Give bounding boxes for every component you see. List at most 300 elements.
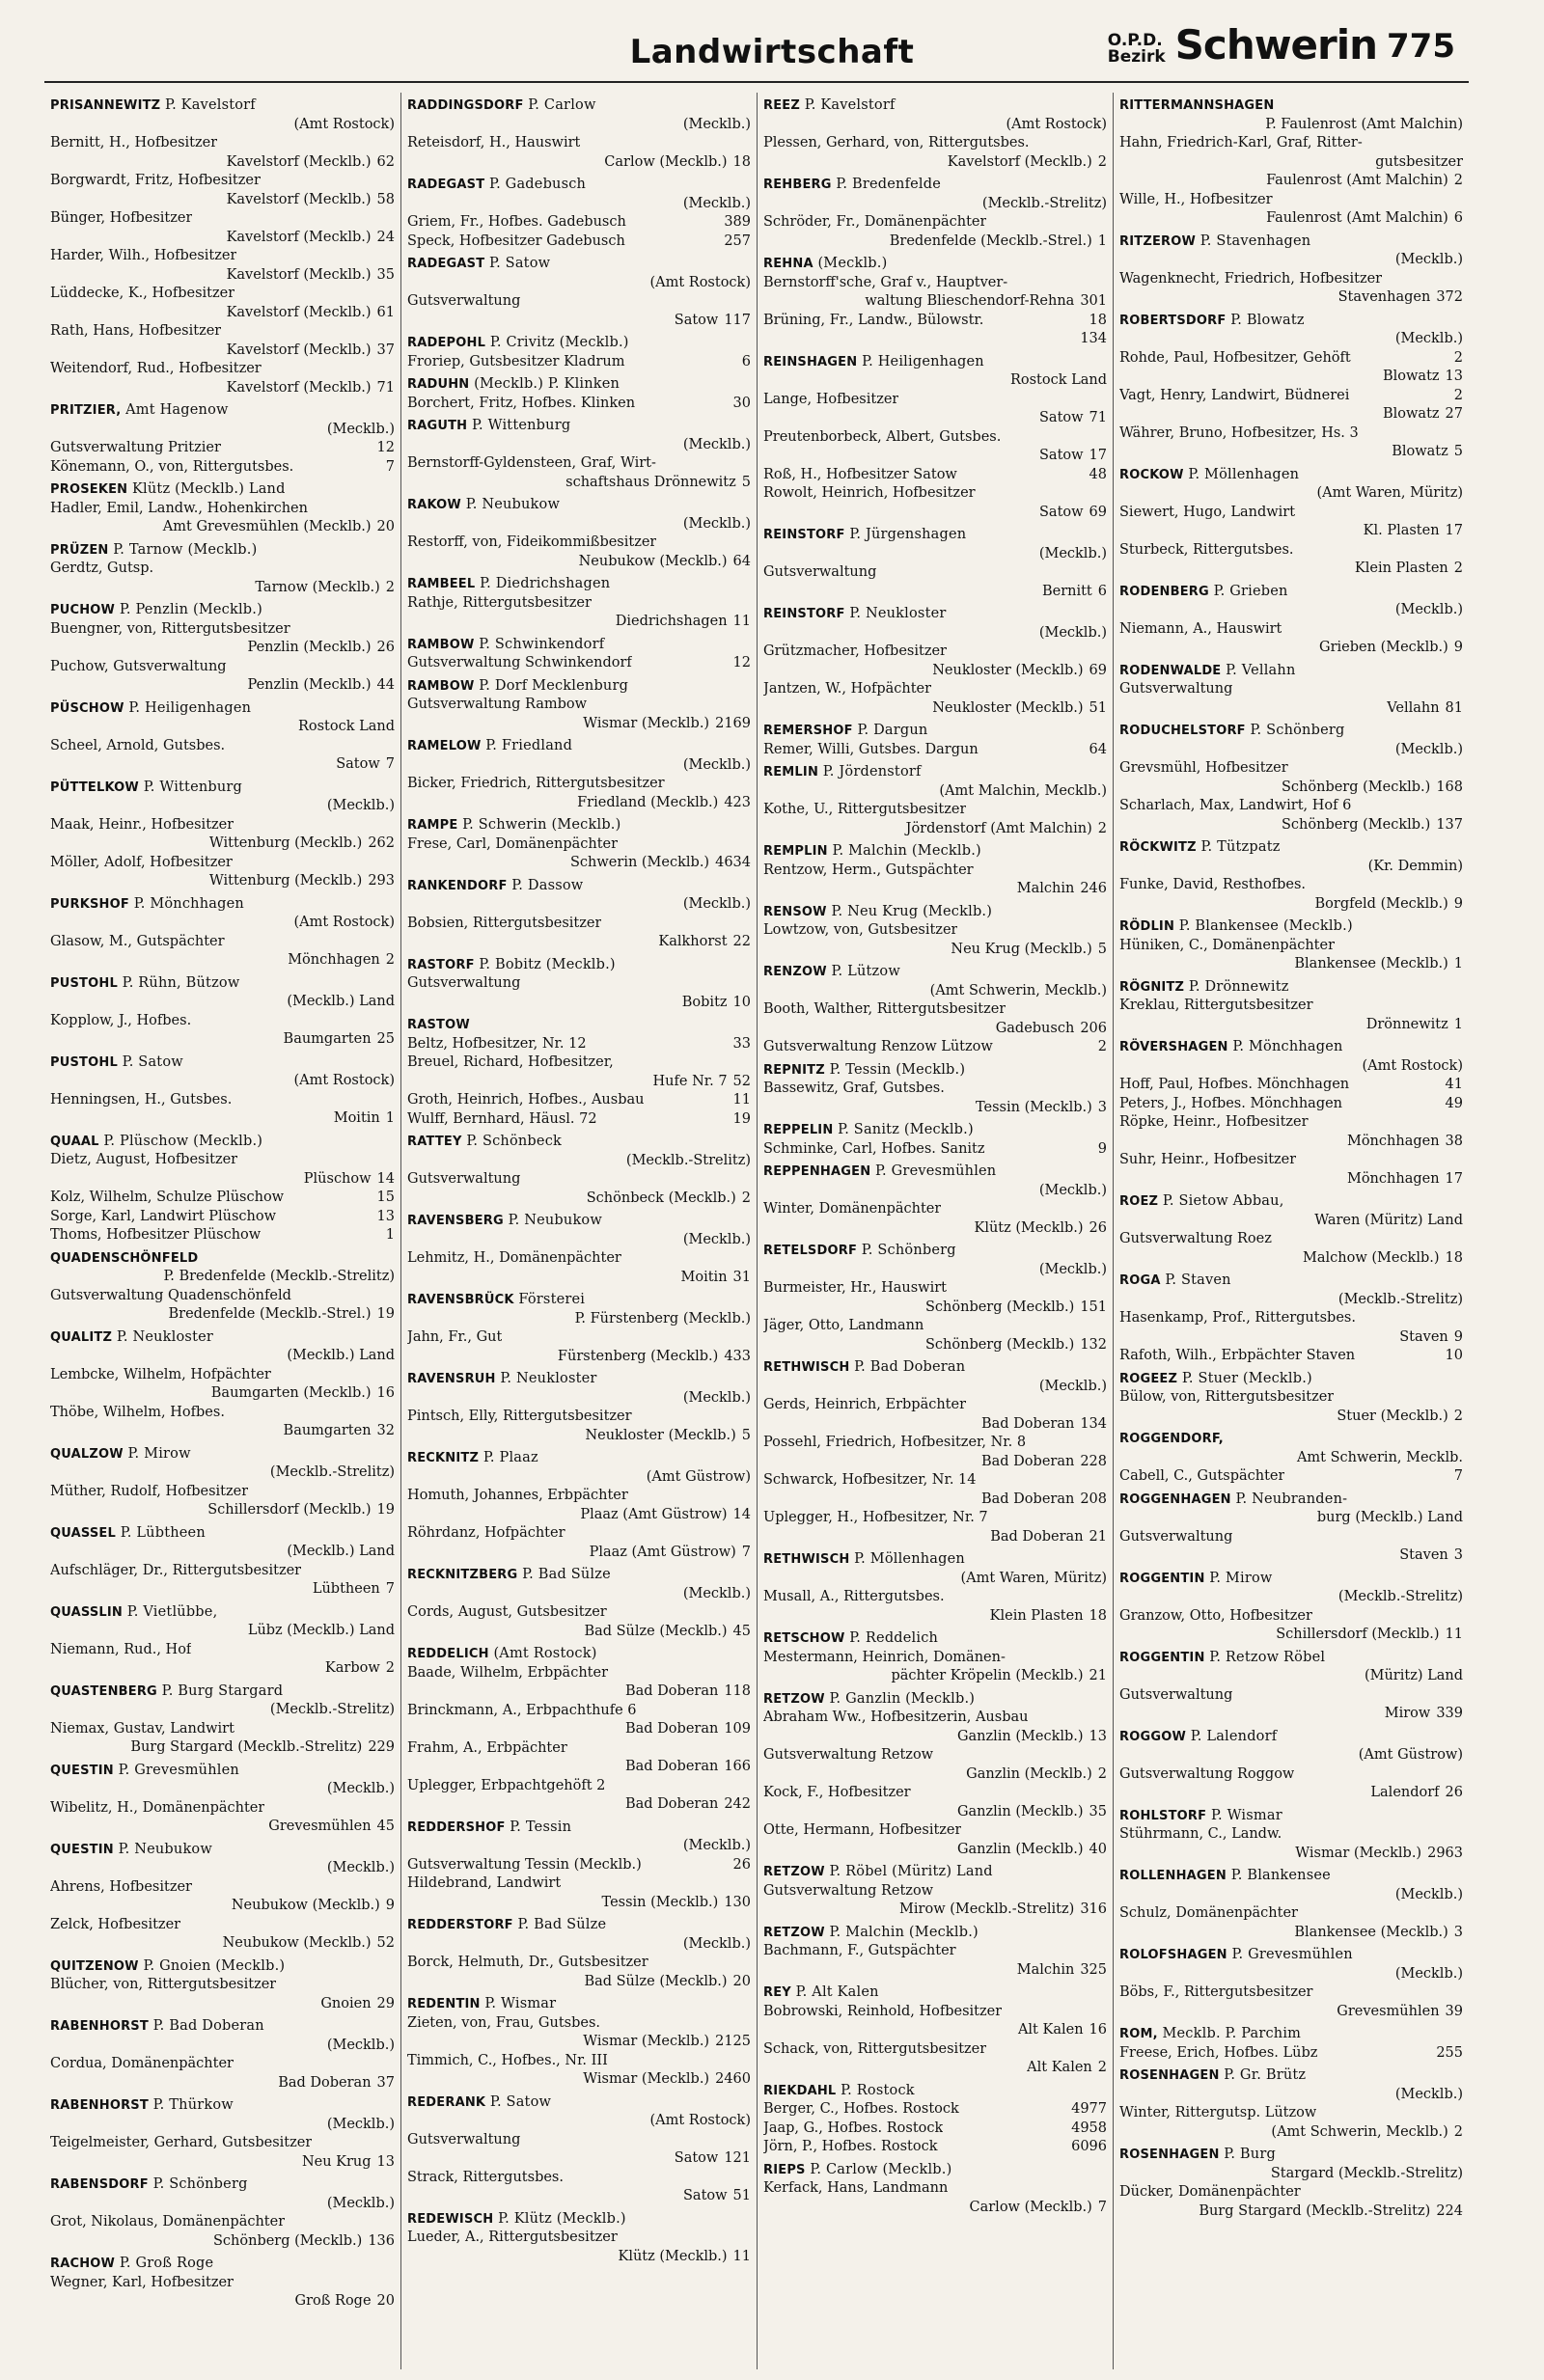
place-postal: P. Plüschow (Mecklb.) bbox=[103, 1133, 263, 1149]
place-district: (Kr. Demmin) bbox=[1367, 858, 1463, 874]
listing-number: 2 bbox=[1453, 561, 1463, 576]
listing-location: Ganzlin (Mecklb.) bbox=[956, 1728, 1084, 1744]
place-entry bbox=[50, 541, 395, 598]
place-heading bbox=[1119, 2146, 1463, 2165]
listing-row bbox=[763, 1279, 1107, 1317]
listing-location: Karbow bbox=[324, 1660, 380, 1676]
listing-name: Speck, Hofbesitzer Gadebusch bbox=[407, 233, 625, 249]
listing-number: 18 bbox=[732, 153, 751, 170]
place-postal: P. Lalendorf bbox=[1190, 1728, 1278, 1744]
listing-name: Musall, A., Rittergutsbes. bbox=[763, 1589, 945, 1604]
place-postal: P. Tarnow (Mecklb.) bbox=[113, 541, 258, 558]
place-postal: P. Diedrichshagen bbox=[480, 576, 611, 591]
place-entry bbox=[763, 1550, 1107, 1626]
place-entry bbox=[407, 2210, 751, 2267]
listing-number: 21 bbox=[1089, 1528, 1107, 1545]
place-entry bbox=[1119, 1946, 1463, 2021]
listing-row bbox=[1119, 1904, 1463, 1942]
place-heading bbox=[763, 176, 1107, 195]
place-postal: P. Bad Doberan bbox=[854, 1359, 966, 1375]
place-entry bbox=[763, 1983, 1107, 2078]
place-heading bbox=[1119, 466, 1463, 485]
listing-row bbox=[1119, 1765, 1463, 1803]
listing-row bbox=[50, 1151, 395, 1189]
place-postal: P. Mönchhagen bbox=[1232, 1039, 1343, 1054]
listing-number: 2 bbox=[1453, 2123, 1463, 2140]
place-entry bbox=[1119, 722, 1463, 834]
listing-row bbox=[763, 1746, 1107, 1784]
listing-row bbox=[1119, 2183, 1463, 2221]
listing-row bbox=[407, 1249, 751, 1287]
place-entry bbox=[1119, 2025, 1463, 2063]
place-name: REINSTORF bbox=[763, 528, 845, 542]
place-name: RETSCHOW bbox=[763, 1631, 845, 1646]
listing-row bbox=[1119, 1151, 1463, 1189]
place-entry bbox=[1119, 978, 1463, 1035]
listing-location: (Amt Schwerin, Mecklb.) bbox=[1271, 2123, 1448, 2140]
place-entry bbox=[763, 1924, 1107, 1981]
place-postal: P. Schönberg bbox=[861, 1243, 956, 1258]
listing-number: 26 bbox=[732, 1856, 751, 1873]
place-name: RADEPOHL bbox=[407, 336, 486, 350]
place-entry bbox=[50, 895, 395, 971]
listing-name: Froriep, Gutsbesitzer Kladrum bbox=[407, 353, 625, 369]
listing-name: Winter, Domänenpächter bbox=[763, 1201, 942, 1217]
listing-name: Ahrens, Hofbesitzer bbox=[50, 1878, 192, 1895]
place-district: Rostock Land bbox=[1009, 372, 1107, 388]
place-district: (Mecklb.) bbox=[1394, 252, 1463, 267]
place-district: (Amt Schwerin, Mecklb.) bbox=[929, 982, 1107, 999]
listing-location: Klütz (Mecklb.) bbox=[618, 2248, 728, 2264]
place-name: RATTEY bbox=[407, 1135, 462, 1149]
listing-location: Satow bbox=[674, 2150, 719, 2166]
listing-number: 16 bbox=[1089, 2022, 1107, 2038]
listing-row bbox=[50, 658, 395, 696]
listing-name: Thoms, Hofbesitzer Plüschow bbox=[50, 1227, 262, 1243]
directory-columns bbox=[44, 93, 1469, 2369]
place-district: P. Faulenrost (Amt Malchin) bbox=[1265, 116, 1463, 132]
listing-row bbox=[407, 1170, 751, 1208]
place-district: (Mecklb.) bbox=[682, 756, 751, 773]
district-name: Schwerin bbox=[1174, 21, 1378, 68]
listing-row bbox=[763, 312, 1107, 331]
listing-number: 19 bbox=[376, 1502, 395, 1518]
column-2 bbox=[400, 93, 757, 2369]
listing-name: Gutsverwaltung bbox=[1119, 681, 1233, 697]
place-entry bbox=[50, 974, 395, 1050]
listing-row bbox=[1119, 424, 1463, 462]
place-entry bbox=[50, 1053, 395, 1129]
place-entry bbox=[1119, 1272, 1463, 1366]
listing-row bbox=[1119, 134, 1463, 172]
listing-name: Gutsverwaltung Rambow bbox=[407, 697, 588, 712]
listing-location: Bad Doberan bbox=[980, 1491, 1075, 1507]
place-name: RECKNITZ bbox=[407, 1451, 480, 1465]
place-name: REMPLIN bbox=[763, 844, 828, 859]
listing-location: Alt Kalen bbox=[1017, 2022, 1084, 2038]
listing-row bbox=[1119, 797, 1463, 834]
place-district: (Mecklb.) bbox=[326, 2037, 395, 2053]
place-heading bbox=[763, 1983, 1107, 2003]
place-district: (Mecklb.) bbox=[1038, 624, 1107, 641]
place-district: (Amt Rostock) bbox=[649, 274, 751, 290]
listing-row bbox=[50, 1208, 395, 1227]
listing-name: Lehmitz, H., Domänenpächter bbox=[407, 1250, 621, 1266]
listing-location: Penzlin (Mecklb.) bbox=[247, 677, 372, 693]
listing-row bbox=[763, 643, 1107, 680]
listing-row bbox=[50, 1720, 395, 1758]
listing-name: Kock, F., Hofbesitzer bbox=[763, 1785, 911, 1800]
place-postal: P. Wismar bbox=[484, 1996, 557, 2011]
place-entry bbox=[407, 96, 751, 172]
place-entry bbox=[407, 1819, 751, 1913]
listing-number: 206 bbox=[1080, 1020, 1107, 1036]
listing-location: Blowatz bbox=[1383, 369, 1440, 384]
listing-name: Booth, Walther, Rittergutsbesitzer bbox=[763, 1001, 1006, 1017]
listing-location: Diedrichshagen bbox=[615, 614, 728, 629]
place-postal: P. Stuer (Mecklb.) bbox=[1181, 1370, 1312, 1386]
place-name: RAGUTH bbox=[407, 419, 468, 433]
place-postal: P. Schwinkendorf bbox=[479, 636, 605, 652]
listing-number: 69 bbox=[1089, 504, 1107, 520]
listing-number: 293 bbox=[368, 873, 395, 889]
place-postal: P. Kavelstorf bbox=[165, 97, 256, 113]
place-district: Amt Schwerin, Mecklb. bbox=[1296, 1449, 1463, 1465]
listing-location: Neubukow (Mecklb.) bbox=[578, 553, 728, 569]
listing-location: Carlow (Mecklb.) bbox=[604, 153, 728, 170]
place-district: (Mecklb.) bbox=[326, 1781, 395, 1796]
listing-location: Kl. Plasten bbox=[1363, 523, 1440, 538]
listing-name: Groth, Heinrich, Hofbes., Ausbau bbox=[407, 1092, 645, 1108]
listing-location: Stavenhagen bbox=[1337, 289, 1431, 305]
place-entry bbox=[1119, 838, 1463, 914]
listing-row bbox=[50, 285, 395, 322]
place-heading bbox=[50, 699, 395, 719]
listing-location: Schillersdorf (Mecklb.) bbox=[1276, 1627, 1440, 1642]
place-heading bbox=[763, 605, 1107, 624]
place-postal: P. Neukloster bbox=[849, 606, 947, 621]
place-entry bbox=[763, 1690, 1107, 1860]
listing-number: 45 bbox=[376, 1819, 395, 1834]
place-entry bbox=[763, 1163, 1107, 1238]
listing-row bbox=[407, 1702, 751, 1739]
listing-row bbox=[407, 134, 751, 172]
place-district: (Mecklb.-Strelitz) bbox=[1337, 1291, 1463, 1307]
listing-number: 4977 bbox=[1071, 2101, 1107, 2117]
listing-location: Bad Doberan bbox=[278, 2074, 372, 2091]
place-entry bbox=[763, 1242, 1107, 1354]
place-heading bbox=[763, 1358, 1107, 1378]
place-heading bbox=[1119, 1272, 1463, 1291]
place-postal: P. Schönberg bbox=[1250, 723, 1345, 738]
listing-name: Gutsverwaltung bbox=[1119, 1528, 1233, 1545]
place-name: RIEPS bbox=[763, 2162, 806, 2177]
listing-row bbox=[50, 1878, 395, 1916]
place-heading bbox=[763, 2082, 1107, 2101]
place-heading bbox=[50, 480, 395, 500]
listing-number: 1 bbox=[1453, 1016, 1463, 1032]
place-name: ROCKOW bbox=[1119, 467, 1184, 482]
listing-row bbox=[407, 454, 751, 492]
listing-number: 13 bbox=[1445, 369, 1463, 384]
place-entry bbox=[50, 1328, 395, 1441]
page-header bbox=[0, 0, 1544, 92]
listing-row bbox=[763, 466, 1107, 485]
listing-location: Neu Krug bbox=[301, 2153, 372, 2170]
listing-name: Pintsch, Elly, Rittergutsbesitzer bbox=[407, 1409, 632, 1424]
listing-location: Neubukow (Mecklb.) bbox=[231, 1898, 380, 1913]
place-district: (Mecklb.) bbox=[1394, 1886, 1463, 1902]
place-name: RAVENSBERG bbox=[407, 1214, 504, 1228]
place-name: REHBERG bbox=[763, 178, 832, 192]
listing-name: Sturbeck, Rittergutsbes. bbox=[1119, 541, 1294, 558]
place-district: (Amt Rostock) bbox=[649, 2113, 751, 2128]
place-heading bbox=[1119, 1728, 1463, 1747]
listing-name: Lange, Hofbesitzer bbox=[763, 391, 899, 407]
place-name: ROSENHAGEN bbox=[1119, 2068, 1220, 2083]
listing-location: Bad Sülze (Mecklb.) bbox=[584, 1973, 728, 1989]
listing-number: 5 bbox=[741, 1427, 751, 1443]
place-heading bbox=[407, 1916, 751, 1935]
place-entry bbox=[50, 1762, 395, 1837]
listing-number: 10 bbox=[732, 994, 751, 1010]
listing-name: Gutsverwaltung Roggow bbox=[1119, 1765, 1295, 1782]
place-name: RAMPE bbox=[407, 818, 458, 833]
listing-name: Dücker, Domänenpächter bbox=[1119, 2184, 1301, 2200]
listing-row bbox=[1119, 1983, 1463, 2021]
place-entry bbox=[1119, 1570, 1463, 1645]
listing-name: Jörn, P., Hofbes. Rostock bbox=[763, 2139, 938, 2154]
place-postal: P. Grieben bbox=[1213, 583, 1288, 599]
listing-number: 325 bbox=[1080, 1961, 1107, 1978]
place-name: RETZOW bbox=[763, 1925, 825, 1940]
place-heading bbox=[407, 1016, 751, 1035]
listing-location: Baumgarten bbox=[283, 1031, 372, 1047]
place-name: RAVENSBRÜCK bbox=[407, 1293, 514, 1307]
listing-number: 208 bbox=[1080, 1491, 1107, 1507]
place-postal: P. Dassow bbox=[511, 877, 584, 893]
listing-name: Bünger, Hofbesitzer bbox=[50, 210, 193, 226]
listing-name: Möller, Adolf, Hofbesitzer bbox=[50, 854, 233, 870]
listing-name: Gutsverwaltung Quadenschönfeld bbox=[50, 1287, 291, 1303]
listing-name: Harder, Wilh., Hofbesitzer bbox=[50, 248, 237, 263]
place-heading bbox=[407, 375, 751, 395]
listing-location: Amt Grevesmühlen (Mecklb.) bbox=[162, 519, 372, 534]
listing-location: Groß Roge bbox=[294, 2293, 372, 2309]
listing-location: Kavelstorf (Mecklb.) bbox=[226, 379, 372, 396]
place-name: REHNA bbox=[763, 257, 813, 271]
place-name: REDERANK bbox=[407, 2094, 486, 2110]
place-postal: P. Carlow (Mecklb.) bbox=[810, 2161, 952, 2177]
place-entry bbox=[1119, 1867, 1463, 1942]
place-name: ROSENHAGEN bbox=[1119, 2147, 1220, 2162]
listing-name: Hahn, Friedrich-Karl, Graf, Ritter- bbox=[1119, 135, 1363, 150]
listing-row bbox=[407, 233, 751, 252]
listing-location: Neukloster (Mecklb.) bbox=[932, 699, 1084, 716]
place-name: RABENHORST bbox=[50, 2019, 149, 2034]
listing-number: 26 bbox=[376, 640, 395, 655]
place-postal: P. Grevesmühlen bbox=[118, 1762, 239, 1778]
place-postal: P. Burg bbox=[1224, 2147, 1276, 2162]
place-entry bbox=[763, 963, 1107, 1057]
listing-name: Gutsverwaltung bbox=[407, 975, 521, 991]
listing-name: Otte, Hermann, Hofbesitzer bbox=[763, 1822, 962, 1838]
place-heading bbox=[763, 96, 1107, 116]
place-entry bbox=[1119, 917, 1463, 974]
place-heading bbox=[50, 1762, 395, 1781]
place-district: P. Fürstenberg (Mecklb.) bbox=[574, 1310, 751, 1327]
place-heading bbox=[407, 496, 751, 515]
listing-number: 44 bbox=[376, 677, 395, 693]
listing-name: Hüniken, C., Domänenpächter bbox=[1119, 937, 1336, 953]
place-name: PRISANNEWITZ bbox=[50, 98, 161, 113]
place-postal: P. Blowatz bbox=[1230, 312, 1305, 328]
place-postal: P. Grevesmühlen bbox=[1231, 1947, 1353, 1962]
listing-name: Bernitt, H., Hofbesitzer bbox=[50, 135, 218, 150]
listing-location: Wittenburg (Mecklb.) bbox=[208, 873, 363, 889]
opd-line2: Bezirk bbox=[1107, 47, 1166, 67]
place-entry bbox=[407, 1133, 751, 1208]
place-postal: P. Vellahn bbox=[1226, 662, 1296, 678]
listing-number: 26 bbox=[1089, 1219, 1107, 1236]
place-postal: P. Thürkow bbox=[152, 2097, 234, 2113]
listing-name: Bernstorff'sche, Graf v., Hauptver- bbox=[763, 274, 1008, 290]
listing-name: Reteisdorf, H., Hauswirt bbox=[407, 135, 581, 150]
listing-row bbox=[763, 801, 1107, 838]
listing-number: 20 bbox=[376, 519, 395, 534]
place-entry bbox=[407, 1370, 751, 1445]
place-heading bbox=[1119, 722, 1463, 741]
place-name: ROGGENHAGEN bbox=[1119, 1491, 1231, 1507]
listing-name: Gutsverwaltung bbox=[1119, 1686, 1233, 1703]
listing-row bbox=[763, 428, 1107, 466]
listing-row bbox=[763, 862, 1107, 899]
listing-row bbox=[407, 1053, 751, 1091]
listing-number: 21 bbox=[1089, 1668, 1107, 1683]
listing-number: 18 bbox=[1089, 312, 1107, 328]
listing-row bbox=[50, 2055, 395, 2093]
listing-row bbox=[1119, 1113, 1463, 1151]
place-heading bbox=[763, 526, 1107, 545]
place-postal: P. Penzlin (Mecklb.) bbox=[119, 602, 262, 617]
place-heading bbox=[407, 2210, 751, 2230]
listing-location: Mirow (Mecklb.-Strelitz) bbox=[899, 1901, 1075, 1917]
place-district: (Müritz) Land bbox=[1364, 1668, 1463, 1683]
place-entry bbox=[1119, 233, 1463, 308]
listing-name: Grützmacher, Hofbesitzer bbox=[763, 643, 947, 659]
listing-name: Kothe, U., Rittergutsbesitzer bbox=[763, 802, 967, 817]
listing-row bbox=[407, 1328, 751, 1366]
listing-name: Mestermann, Heinrich, Domänen- bbox=[763, 1649, 1006, 1665]
listing-number: 137 bbox=[1436, 816, 1463, 833]
place-entry bbox=[763, 526, 1107, 601]
place-entry bbox=[1119, 1491, 1463, 1566]
place-entry bbox=[763, 903, 1107, 960]
listing-number: 52 bbox=[732, 1073, 751, 1089]
place-entry bbox=[763, 842, 1107, 899]
listing-location: Klein Plasten bbox=[989, 1607, 1084, 1624]
place-heading bbox=[1119, 1491, 1463, 1510]
listing-number: 2460 bbox=[715, 2071, 751, 2087]
listing-location: Friedland (Mecklb.) bbox=[577, 794, 719, 810]
place-heading bbox=[407, 1370, 751, 1389]
listing-location: Kavelstorf (Mecklb.) bbox=[226, 191, 372, 207]
place-heading bbox=[763, 963, 1107, 982]
listing-name: Röpke, Heinr., Hofbesitzer bbox=[1119, 1114, 1309, 1130]
listing-number: 242 bbox=[724, 1796, 751, 1812]
place-district: (Amt Malchin, Mecklb.) bbox=[939, 782, 1107, 799]
place-heading bbox=[407, 1645, 751, 1664]
place-postal: P. Heiligenhagen bbox=[862, 353, 984, 369]
place-district: (Mecklb.) bbox=[682, 1935, 751, 1952]
listing-row bbox=[50, 854, 395, 891]
place-entry bbox=[407, 677, 751, 734]
listing-row bbox=[50, 134, 395, 172]
place-heading bbox=[407, 417, 751, 436]
place-heading bbox=[407, 1819, 751, 1838]
place-name: REEZ bbox=[763, 98, 800, 113]
listing-number: 45 bbox=[732, 1623, 751, 1639]
place-name: RADDINGSDORF bbox=[407, 98, 524, 113]
listing-location: Wismar (Mecklb.) bbox=[583, 2071, 710, 2087]
listing-name: Breuel, Richard, Hofbesitzer, bbox=[407, 1054, 614, 1070]
listing-number: 6096 bbox=[1071, 2139, 1107, 2154]
place-district: (Mecklb.) bbox=[682, 116, 751, 132]
place-name: RETELSDORF bbox=[763, 1244, 858, 1258]
place-postal: P. Crivitz (Mecklb.) bbox=[489, 335, 629, 350]
listing-number: 13 bbox=[376, 1208, 395, 1224]
listing-location: Wismar (Mecklb.) bbox=[1295, 1845, 1422, 1861]
place-heading bbox=[1119, 96, 1463, 116]
place-postal: P. Dargun bbox=[857, 723, 928, 738]
place-district: burg (Mecklb.) Land bbox=[1316, 1510, 1463, 1525]
listing-name: Gutsverwaltung Tessin (Mecklb.) bbox=[407, 1856, 642, 1873]
listing-location: Bad Doberan bbox=[980, 1453, 1075, 1469]
page-number: 775 bbox=[1387, 27, 1455, 66]
place-postal: P. Neukloster bbox=[500, 1371, 597, 1386]
listing-location: Mönchhagen bbox=[1346, 1170, 1440, 1187]
place-heading bbox=[407, 1995, 751, 2014]
place-heading bbox=[1119, 1867, 1463, 1886]
place-name: PURKSHOF bbox=[50, 896, 129, 912]
place-name: PÜTTELKOW bbox=[50, 780, 139, 795]
listing-number: 64 bbox=[1089, 741, 1107, 757]
place-district: (Mecklb.-Strelitz) bbox=[269, 1702, 395, 1717]
listing-location: Bobitz bbox=[681, 994, 728, 1010]
listing-name: Hadler, Emil, Landw., Hohenkirchen bbox=[50, 500, 308, 516]
place-name: RAMBOW bbox=[407, 637, 475, 652]
place-heading bbox=[1119, 2066, 1463, 2086]
listing-location: Grieben (Mecklb.) bbox=[1319, 640, 1448, 655]
place-entry bbox=[407, 375, 751, 413]
listing-row bbox=[407, 1487, 751, 1524]
listing-number: 24 bbox=[376, 229, 395, 245]
place-heading bbox=[50, 2255, 395, 2274]
listing-name: Lüddecke, K., Hofbesitzer bbox=[50, 286, 235, 301]
place-entry bbox=[1119, 1370, 1463, 1427]
listing-number: 168 bbox=[1436, 779, 1463, 795]
place-name: PROSEKEN bbox=[50, 482, 128, 497]
place-heading bbox=[50, 2017, 395, 2037]
listing-row bbox=[407, 1954, 751, 1991]
listing-name: Niemax, Gustav, Landwirt bbox=[50, 1720, 234, 1737]
listing-location: Ganzlin (Mecklb.) bbox=[966, 1765, 1092, 1782]
listing-row bbox=[763, 1317, 1107, 1354]
listing-name: Dietz, August, Hofbesitzer bbox=[50, 1152, 238, 1167]
listing-number: 19 bbox=[376, 1306, 395, 1322]
listing-location: Kavelstorf (Mecklb.) bbox=[226, 153, 372, 170]
place-entry bbox=[50, 779, 395, 891]
